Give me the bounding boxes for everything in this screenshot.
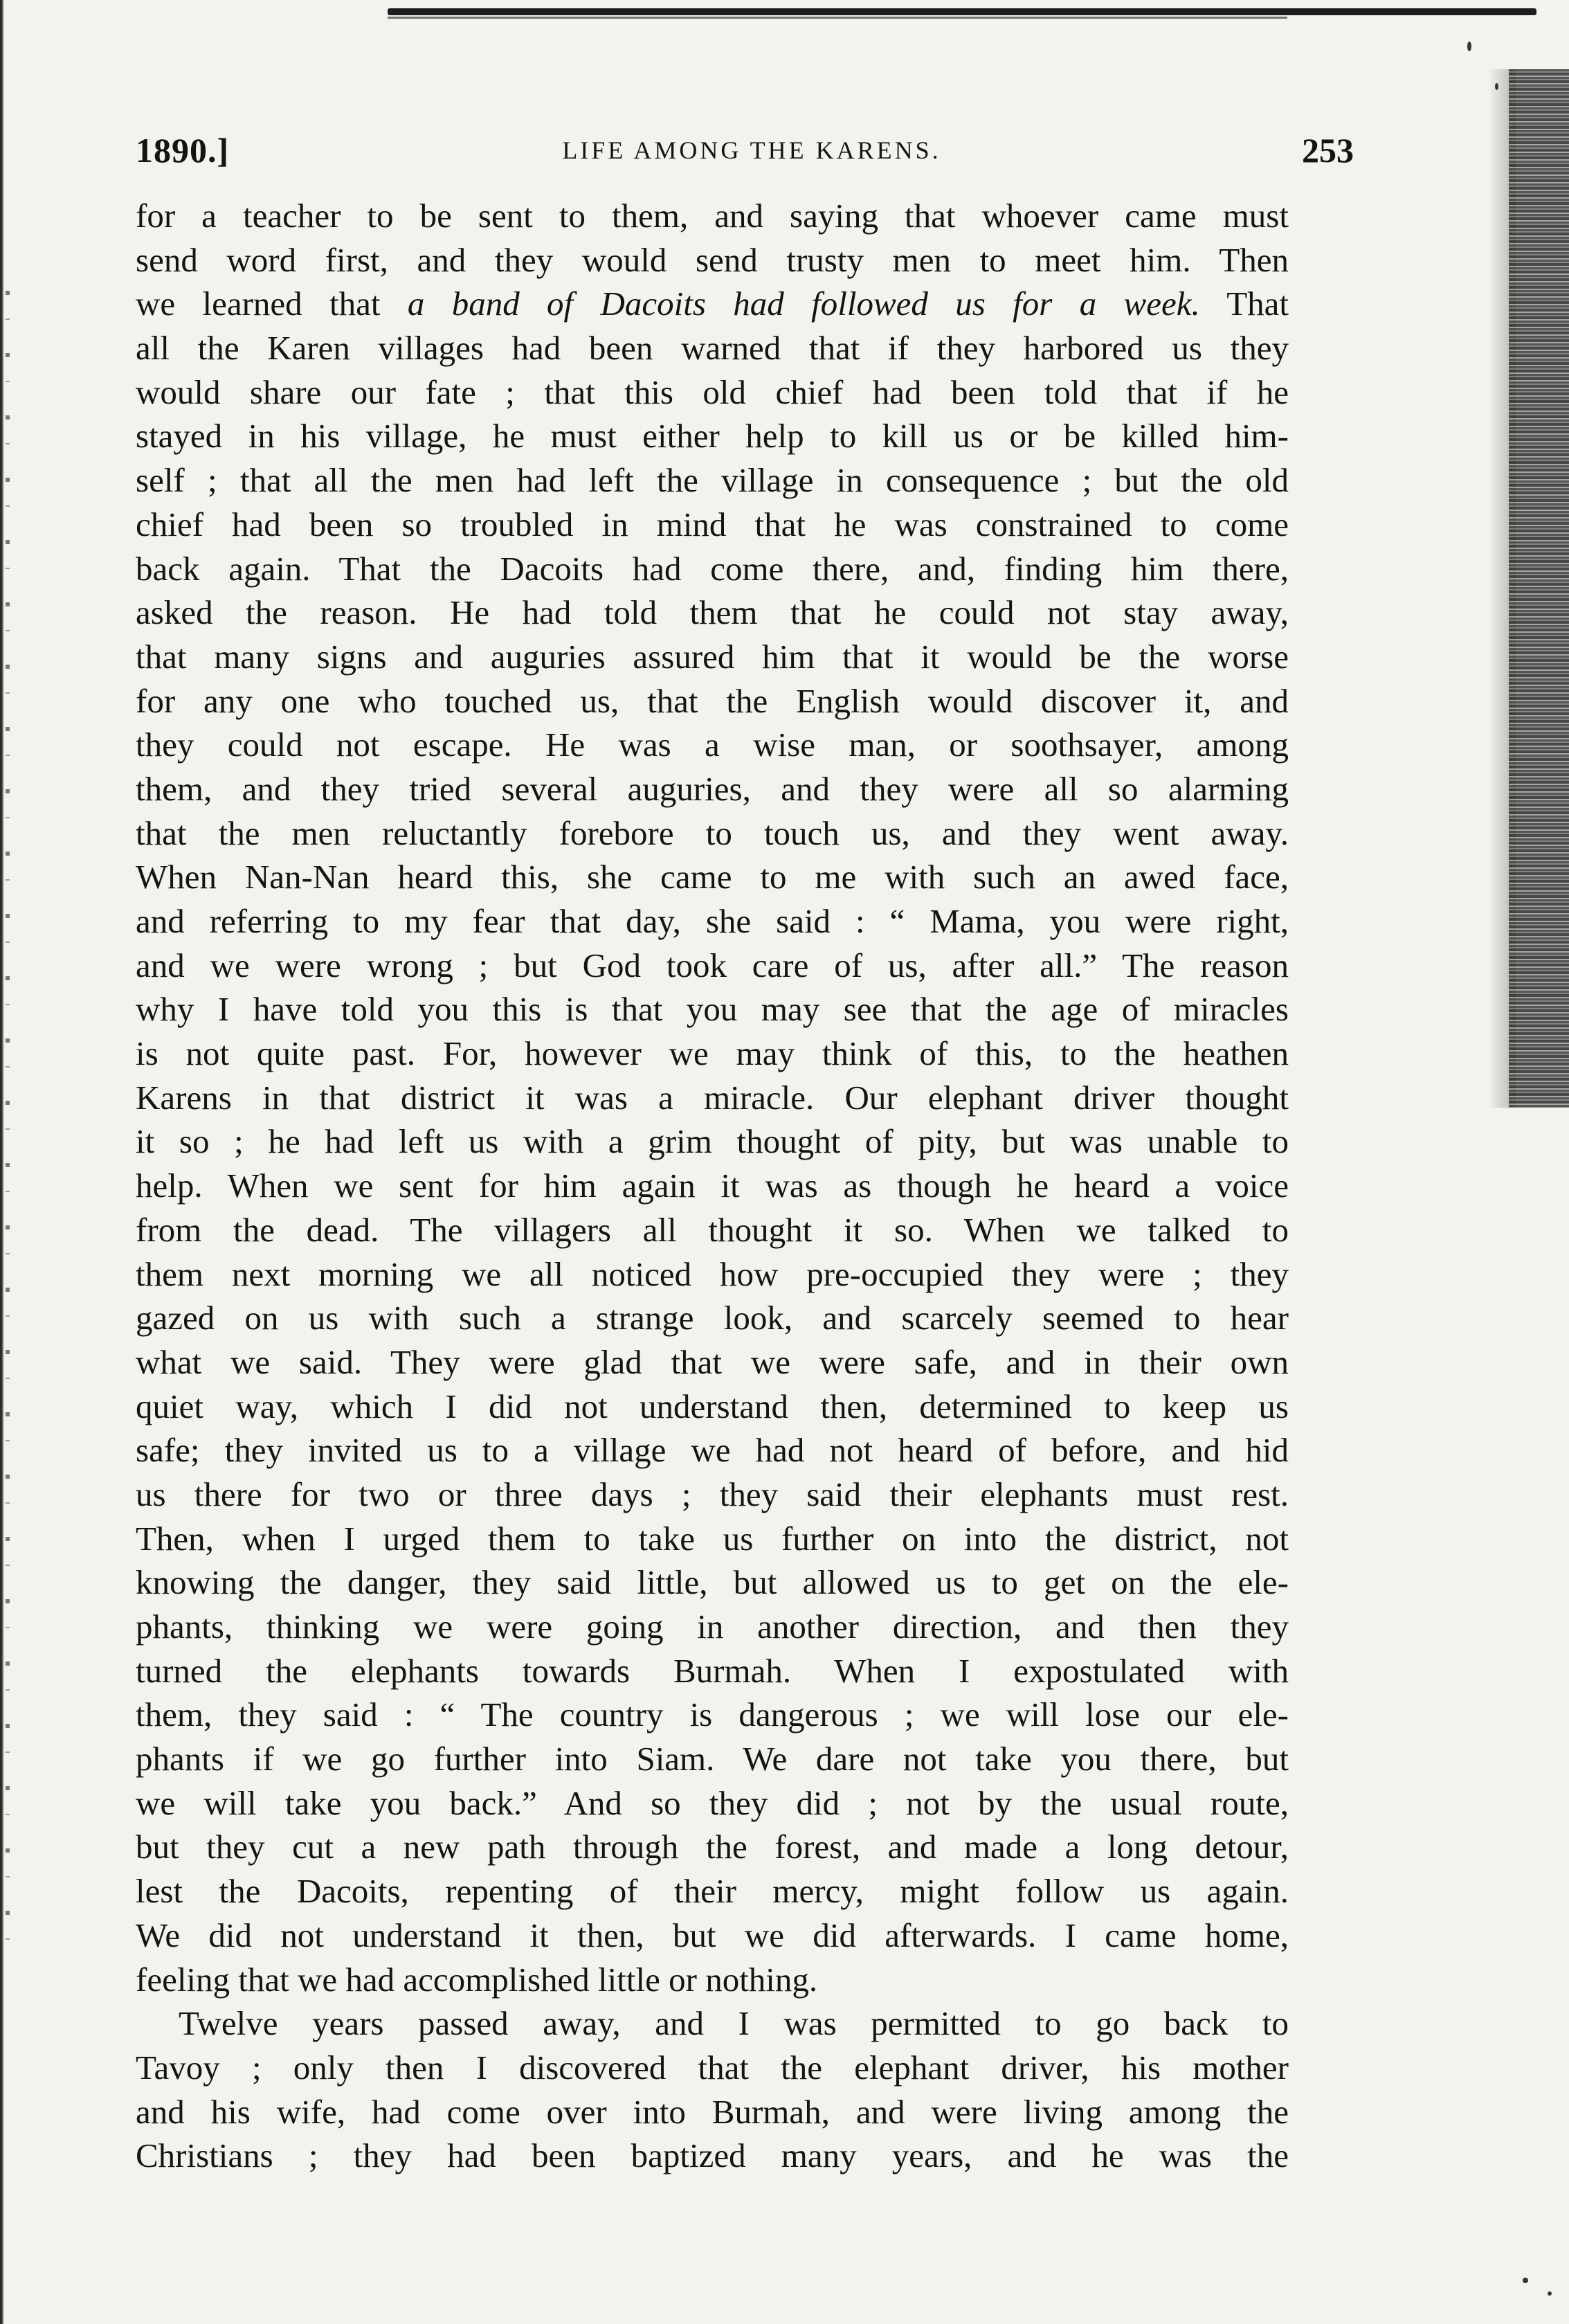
text-line: all the Karen villages had been warned that if they harbored us they bbox=[136, 329, 1289, 368]
left-binding-marks bbox=[6, 291, 10, 1952]
ink-speck bbox=[1523, 2278, 1528, 2283]
text-line: Twelve years passed away, and I was permitted to go back to bbox=[179, 2004, 1289, 2043]
running-head-year: 1890.] bbox=[136, 131, 230, 170]
text-line: phants if we go further into Siam. We dare not take you there, but bbox=[136, 1740, 1289, 1778]
text-line: lest the Dacoits, repenting of their mercy, might follow us again. bbox=[136, 1872, 1289, 1911]
text-line: self ; that all the men had left the village in consequence ; but the old bbox=[136, 461, 1289, 500]
top-border-rule bbox=[388, 8, 1536, 15]
text-line: them next morning we all noticed how pre-occupied they were ; they bbox=[136, 1254, 1289, 1293]
ink-speck bbox=[1467, 42, 1471, 51]
text-line-segment: That bbox=[1199, 285, 1289, 323]
text-line: it so ; he had left us with a grim thought of pity, but was unable to bbox=[136, 1122, 1289, 1161]
ink-speck bbox=[1495, 83, 1498, 90]
text-line: Then, when I urged them to take us further on into the district, not bbox=[136, 1519, 1289, 1558]
text-line: knowing the danger, they said little, but allowed us to get on the ele- bbox=[136, 1563, 1289, 1602]
text-line: stayed in his village, he must either help to kill us or be killed him- bbox=[136, 417, 1289, 456]
text-line: We did not understand it then, but we did afterwards. I came home, bbox=[136, 1916, 1289, 1954]
page-number: 253 bbox=[1302, 131, 1354, 170]
text-line: we will take you back.” And so they did ; not by the usual route, bbox=[136, 1783, 1289, 1822]
text-line: and we were wrong ; but God took care of us, after all.” The reason bbox=[136, 946, 1289, 984]
text-line: for a teacher to be sent to them, and saying that whoever came must bbox=[136, 197, 1289, 235]
ink-speck bbox=[1548, 2291, 1552, 2296]
text-line: them, they said : “ The country is dangerous ; we will lose our ele- bbox=[136, 1695, 1289, 1734]
text-line: but they cut a new path through the forest, and made a long detour, bbox=[136, 1828, 1289, 1866]
text-line: safe; they invited us to a village we had not heard of before, and hid bbox=[136, 1431, 1289, 1470]
text-line: Tavoy ; only then I discovered that the elephant driver, his mother bbox=[136, 2048, 1289, 2087]
text-line: is not quite past. For, however we may think of this, to the heathen bbox=[136, 1034, 1289, 1073]
running-head bbox=[136, 130, 1354, 179]
text-line: send word first, and they would send trusty men to meet him. Then bbox=[136, 240, 1289, 279]
text-line: they could not escape. He was a wise man, or soothsayer, among bbox=[136, 726, 1289, 764]
text-line: back again. That the Dacoits had come there, and, finding him there, bbox=[136, 549, 1289, 588]
text-line: gazed on us with such a strange look, and scarcely seemed to hear bbox=[136, 1299, 1289, 1337]
text-line bbox=[136, 282, 1289, 326]
text-line: When Nan-Nan heard this, she came to me with such an awed face, bbox=[136, 858, 1289, 897]
text-line-segment: we learned that bbox=[136, 285, 408, 323]
text-line: that many signs and auguries assured him that it would be the worse bbox=[136, 637, 1289, 676]
text-line: Karens in that district it was a miracle. Our elephant driver thought bbox=[136, 1078, 1289, 1117]
text-line: what we said. They were glad that we were safe, and in their own bbox=[136, 1342, 1289, 1381]
italic-emphasis: a band of Dacoits had followed us for a week. bbox=[407, 285, 1200, 323]
body-text bbox=[136, 194, 1289, 2178]
text-line: and referring to my fear that day, she said : “ Mama, you were right, bbox=[136, 902, 1289, 940]
text-line: chief had been so troubled in mind that he was constrained to come bbox=[136, 505, 1289, 543]
top-border-thin-rule bbox=[388, 17, 1287, 19]
text-line: us there for two or three days ; they said their elephants must rest. bbox=[136, 1475, 1289, 1513]
text-line: feeling that we had accomplished little or nothing. bbox=[136, 1960, 818, 1999]
text-line: quiet way, which I did not understand then, determined to keep us bbox=[136, 1387, 1289, 1425]
text-line: help. When we sent for him again it was as though he heard a voice bbox=[136, 1166, 1289, 1205]
text-line: asked the reason. He had told them that he could not stay away, bbox=[136, 593, 1289, 632]
text-line: for any one who touched us, that the English would discover it, and bbox=[136, 681, 1289, 720]
text-line: turned the elephants towards Burmah. When I expostulated with bbox=[136, 1651, 1289, 1690]
text-line: that the men reluctantly forebore to touch us, and they went away. bbox=[136, 813, 1289, 852]
text-line: would share our fate ; that this old chief had been told that if he bbox=[136, 372, 1289, 411]
text-line: Christians ; they had been baptized many years, and he was the bbox=[136, 2136, 1289, 2175]
text-line: and his wife, had come over into Burmah, and were living among the bbox=[136, 2092, 1289, 2131]
text-line: them, and they tried several auguries, and they were all so alarming bbox=[136, 769, 1289, 808]
text-line: from the dead. The villagers all thought it so. When we talked to bbox=[136, 1210, 1289, 1249]
running-head-title: LIFE AMONG THE KARENS. bbox=[562, 136, 941, 164]
text-line: phants, thinking we were going in another direction, and then they bbox=[136, 1607, 1289, 1646]
right-edge-scan-shadow bbox=[1509, 69, 1569, 1108]
text-line: why I have told you this is that you may see that the age of miracles bbox=[136, 990, 1289, 1029]
